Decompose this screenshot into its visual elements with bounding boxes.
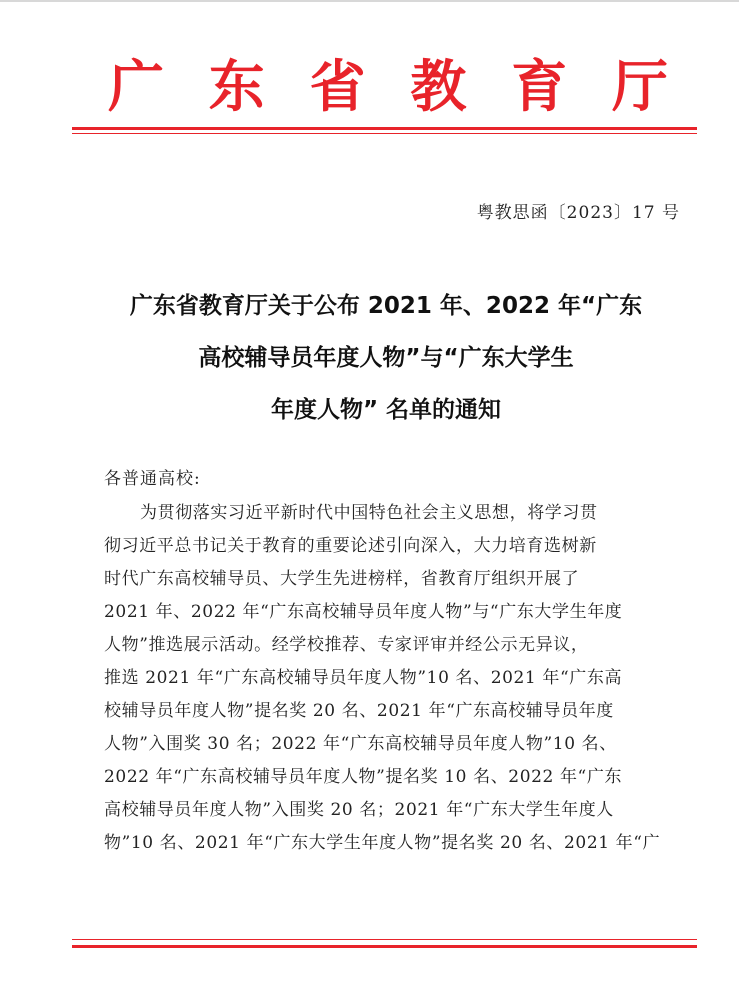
issuer-header-char: 教 bbox=[410, 54, 467, 120]
title-line: 年度人物” 名单的通知 bbox=[270, 397, 502, 423]
title-line: 广东省教育厅关于公布 2021 年、2022 年“广东 bbox=[129, 293, 643, 319]
issuer-header-char: 东 bbox=[208, 54, 265, 120]
document-number: 粤教思函〔2023〕17 号 bbox=[476, 203, 680, 223]
body-line: 为贯彻落实习近平新时代中国特色社会主义思想，将学习贯 bbox=[140, 503, 598, 523]
header-red-divider-thin bbox=[72, 133, 697, 134]
body-line: 2022 年“广东高校辅导员年度人物”提名奖 10 名、2022 年“广东 bbox=[104, 767, 623, 787]
body-line: 物”10 名、2021 年“广东大学生年度人物”提名奖 20 名、2021 年“广 bbox=[104, 833, 661, 853]
title-line: 高校辅导员年度人物”与“广东大学生 bbox=[198, 345, 574, 371]
document-title bbox=[86, 280, 686, 436]
body-line: 人物”推选展示活动。经学校推荐、专家评审并经公示无异议， bbox=[104, 635, 589, 655]
body-line: 2021 年、2022 年“广东高校辅导员年度人物”与“广东大学生年度 bbox=[104, 602, 623, 622]
footer-red-divider-thin bbox=[72, 939, 697, 940]
header-red-divider bbox=[72, 127, 697, 130]
issuer-header-char: 省 bbox=[309, 54, 366, 120]
salutation: 各普通高校: bbox=[104, 469, 201, 489]
body-line: 推选 2021 年“广东高校辅导员年度人物”10 名、2021 年“广东高 bbox=[104, 668, 623, 688]
page-top-edge bbox=[0, 0, 739, 2]
body-line: 时代广东高校辅导员、大学生先进榜样，省教育厅组织开展了 bbox=[104, 569, 580, 589]
issuer-header-char: 厅 bbox=[611, 54, 668, 120]
issuer-header bbox=[108, 52, 668, 122]
footer-red-divider bbox=[72, 945, 697, 948]
issuer-header-char: 广 bbox=[108, 54, 164, 120]
body-paragraph bbox=[104, 497, 684, 860]
body-line: 校辅导员年度人物”提名奖 20 名、2021 年“广东高校辅导员年度 bbox=[104, 701, 614, 721]
issuer-header-char: 育 bbox=[511, 54, 568, 120]
body-line: 彻习近平总书记关于教育的重要论述引向深入，大力培育选树新 bbox=[104, 536, 597, 556]
body-line: 人物”入围奖 30 名；2022 年“广东高校辅导员年度人物”10 名、 bbox=[104, 734, 617, 754]
body-line: 高校辅导员年度人物”入围奖 20 名；2021 年“广东大学生年度人 bbox=[104, 800, 614, 820]
